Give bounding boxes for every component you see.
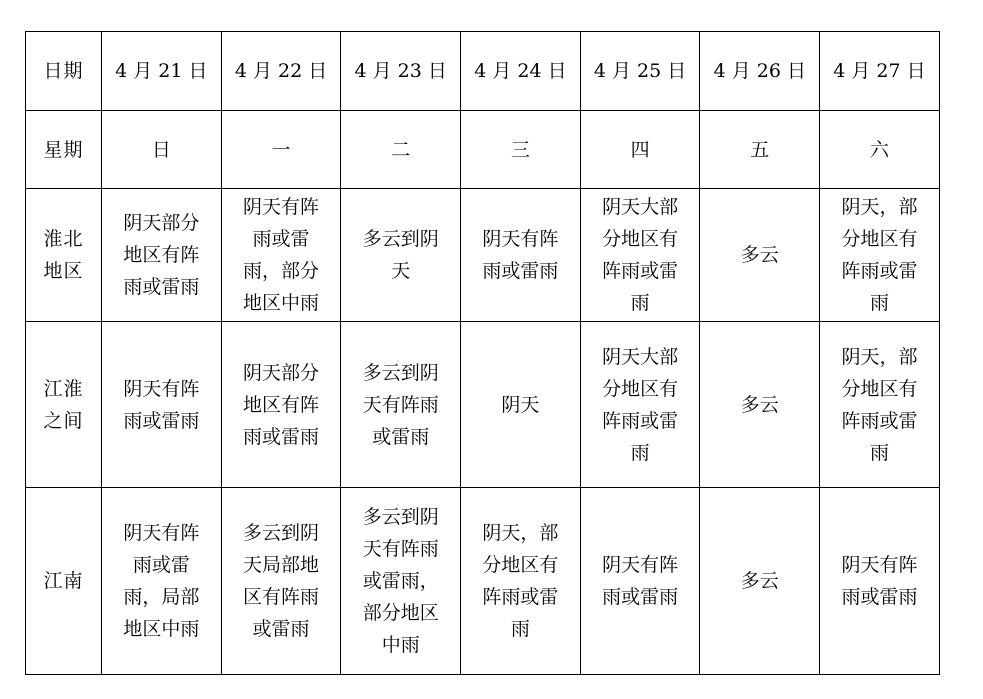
forecast-cell: 多云	[700, 189, 820, 322]
forecast-cell: 阴天有阵 雨或雷雨	[102, 322, 222, 488]
date-row	[26, 32, 940, 111]
weekday-cell: 二	[341, 111, 461, 189]
weekday-cell: 四	[580, 111, 700, 189]
forecast-cell: 阴天，部 分地区有 阵雨或雷 雨	[820, 322, 940, 488]
forecast-cell: 阴天，部 分地区有 阵雨或雷 雨	[461, 488, 581, 675]
region-row-jiangnan	[26, 488, 940, 675]
forecast-cell: 阴天有阵 雨或雷雨	[580, 488, 700, 675]
weekday-cell: 六	[820, 111, 940, 189]
date-cell: 4 月 21 日	[102, 32, 222, 111]
forecast-cell: 多云	[700, 488, 820, 675]
weekday-cell: 五	[700, 111, 820, 189]
weekday-cell: 日	[102, 111, 222, 189]
forecast-cell: 多云到阴 天有阵雨 或雷雨， 部分地区 中雨	[341, 488, 461, 675]
date-header-cell: 日期	[26, 32, 102, 111]
date-cell: 4 月 26 日	[700, 32, 820, 111]
region-row-jianghuai	[26, 322, 940, 488]
weekday-header-cell: 星期	[26, 111, 102, 189]
forecast-cell: 多云	[700, 322, 820, 488]
weather-forecast-table	[25, 31, 940, 675]
forecast-cell: 多云到阴 天	[341, 189, 461, 322]
forecast-cell: 阴天部分 地区有阵 雨或雷雨	[221, 322, 341, 488]
weekday-cell: 一	[221, 111, 341, 189]
date-cell: 4 月 24 日	[461, 32, 581, 111]
date-cell: 4 月 25 日	[580, 32, 700, 111]
forecast-cell: 阴天，部 分地区有 阵雨或雷 雨	[820, 189, 940, 322]
forecast-cell: 阴天大部 分地区有 阵雨或雷 雨	[580, 322, 700, 488]
forecast-cell: 阴天部分 地区有阵 雨或雷雨	[102, 189, 222, 322]
forecast-cell: 阴天有阵 雨或雷雨	[820, 488, 940, 675]
date-cell: 4 月 27 日	[820, 32, 940, 111]
region-row-huaibei	[26, 189, 940, 322]
forecast-cell: 多云到阴 天局部地 区有阵雨 或雷雨	[221, 488, 341, 675]
forecast-cell: 阴天有阵 雨或雷雨	[461, 189, 581, 322]
region-name-cell: 淮北 地区	[26, 189, 102, 322]
weekday-row	[26, 111, 940, 189]
forecast-cell: 多云到阴 天有阵雨 或雷雨	[341, 322, 461, 488]
region-name-cell: 江南	[26, 488, 102, 675]
date-cell: 4 月 23 日	[341, 32, 461, 111]
region-name-cell: 江淮 之间	[26, 322, 102, 488]
forecast-cell: 阴天大部 分地区有 阵雨或雷 雨	[580, 189, 700, 322]
weekday-cell: 三	[461, 111, 581, 189]
forecast-cell: 阴天	[461, 322, 581, 488]
forecast-cell: 阴天有阵 雨或雷 雨，部分 地区中雨	[221, 189, 341, 322]
forecast-cell: 阴天有阵 雨或雷 雨，局部 地区中雨	[102, 488, 222, 675]
date-cell: 4 月 22 日	[221, 32, 341, 111]
